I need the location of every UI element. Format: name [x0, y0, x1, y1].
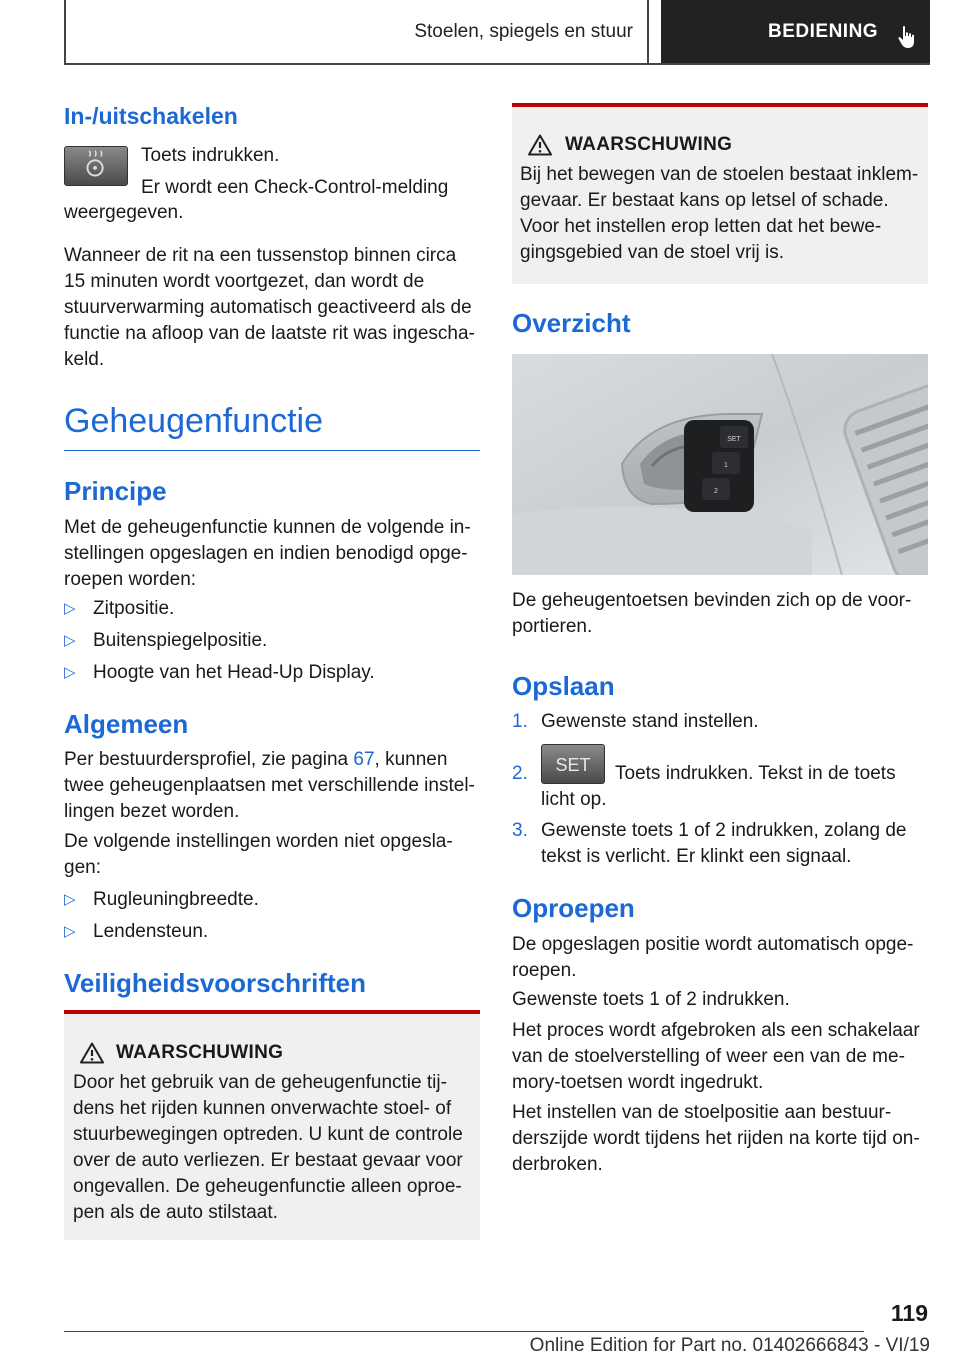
- overview-heading: Overzicht: [512, 308, 631, 338]
- triangle-bullet-icon: ▷: [64, 923, 76, 940]
- general-heading: Algemeen: [64, 709, 189, 739]
- footer-rule: [64, 1331, 864, 1332]
- recall-paragraph-4: Het instellen van de stoelpositie aan bestuurderszijde wordt tijdens het rijden na korte tijd onderbroken.: [512, 1102, 920, 1175]
- list-item: ▷ Rugleuningbreedte.: [64, 887, 480, 913]
- onoff-paragraph: Wanneer de rit na een tussenstop binnen circa 15 minuten wordt voortgezet, dan wordt de stuurverwarming automatisch geactiveerd als de functie na afloop van de laatste rit was ingeschakeld.: [64, 245, 475, 370]
- triangle-bullet-icon: ▷: [64, 600, 76, 617]
- page-link[interactable]: 67: [353, 749, 375, 770]
- header-section-title: [64, 0, 649, 63]
- triangle-bullet-icon: ▷: [64, 891, 76, 908]
- warning-triangle-icon: [528, 134, 552, 156]
- save-heading: Opslaan: [512, 671, 615, 701]
- principle-heading: Principe: [64, 476, 167, 506]
- steering-heat-button-image: [64, 146, 128, 186]
- triangle-bullet-icon: ▷: [64, 664, 76, 681]
- principle-paragraph: Met de geheugenfunctie kunnen de volgende instellingen opgeslagen en indien benodigd opgeroepen worden:: [64, 517, 471, 590]
- general-paragraph-2: De volgende instellingen worden niet opgeslagen:: [64, 831, 453, 878]
- memory-heading-rule: [64, 450, 480, 451]
- list-item: ▷ Buitenspiegelpositie.: [64, 628, 480, 654]
- list-item: ▷ Zitpositie.: [64, 596, 480, 622]
- photo-set-label: SET: [727, 436, 741, 443]
- recall-paragraph-1: De opgeslagen positie wordt automatisch opgeroepen.: [512, 934, 914, 981]
- warning-box: [512, 103, 928, 284]
- recall-paragraph-2: Gewenste toets 1 of 2 indrukken.: [512, 989, 790, 1010]
- onoff-step1: Toets indrukken.: [141, 145, 280, 166]
- warning-text: Door het gebruik van de geheugenfunctie tijdens het rijden kunnen onverwachte stoel- of stuurbewegingen optreden. U kunt de controle over de auto verliezen. Er bestaat gevaar voor ongevallen. De geheugenfunctie alleen oproepen als de auto stilstaat.: [73, 1072, 463, 1223]
- footer-edition: Online Edition for Part no. 01402666843 - VI/19: [529, 1335, 930, 1356]
- overview-caption: De geheugentoetsen bevinden zich op de voorportieren.: [512, 590, 912, 637]
- page-number: 119: [890, 1300, 928, 1326]
- recall-paragraph-3: Het proces wordt afgebroken als een schakelaar van de stoelverstelling of weer een van de memory-toetsen wordt ingedrukt.: [512, 1020, 920, 1093]
- door-memory-buttons-photo: [512, 354, 928, 575]
- triangle-bullet-icon: ▷: [64, 632, 76, 649]
- save-step-1: 1. Gewenste stand instellen.: [512, 711, 759, 732]
- header-chapter-tab: [661, 0, 930, 63]
- header-section-label: Stoelen, spiegels en stuur: [414, 20, 633, 42]
- photo-one-label: 1: [724, 462, 728, 469]
- recall-heading: Oproepen: [512, 893, 635, 923]
- warning-triangle-icon: [80, 1042, 104, 1064]
- onoff-heading: In-/uitschakelen: [64, 103, 238, 129]
- list-item: ▷ Hoogte van het Head-Up Display.: [64, 660, 480, 686]
- warning-text: Bij het bewegen van de stoelen bestaat inklemgevaar. Er bestaat kans op letsel of schade. Voor het instellen erop letten dat het bewegingsgebied van de stoel vrij is.: [520, 164, 919, 263]
- onoff-step2-line2: weergegeven.: [64, 202, 184, 223]
- steering-wheel-heat-icon: [65, 147, 127, 185]
- general-paragraph: Per bestuurdersprofiel, zie pagina 67, kunnen twee geheugenplaatsen met verschillende instellingen bezet worden.: [64, 749, 475, 822]
- warning-box: [64, 1010, 480, 1240]
- safety-heading: Veiligheidsvoorschriften: [64, 968, 366, 998]
- warning-title: WAARSCHUWING: [565, 134, 733, 155]
- pointing-hand-icon: [896, 25, 918, 49]
- list-item: ▷ Lendensteun.: [64, 919, 480, 945]
- photo-two-label: 2: [714, 488, 718, 495]
- set-button-label: SET: [555, 755, 591, 775]
- header-chapter-label: BEDIENING: [768, 20, 879, 42]
- memory-function-heading: Geheugenfunctie: [64, 402, 323, 440]
- save-step-3: 3. Gewenste toets 1 of 2 indrukken, zolang de tekst is verlicht. Er klinkt een signaal.: [512, 820, 907, 867]
- header-rule: [64, 63, 930, 65]
- warning-title: WAARSCHUWING: [116, 1042, 284, 1063]
- onoff-step2-line1: Er wordt een Check-Control-melding: [141, 177, 449, 198]
